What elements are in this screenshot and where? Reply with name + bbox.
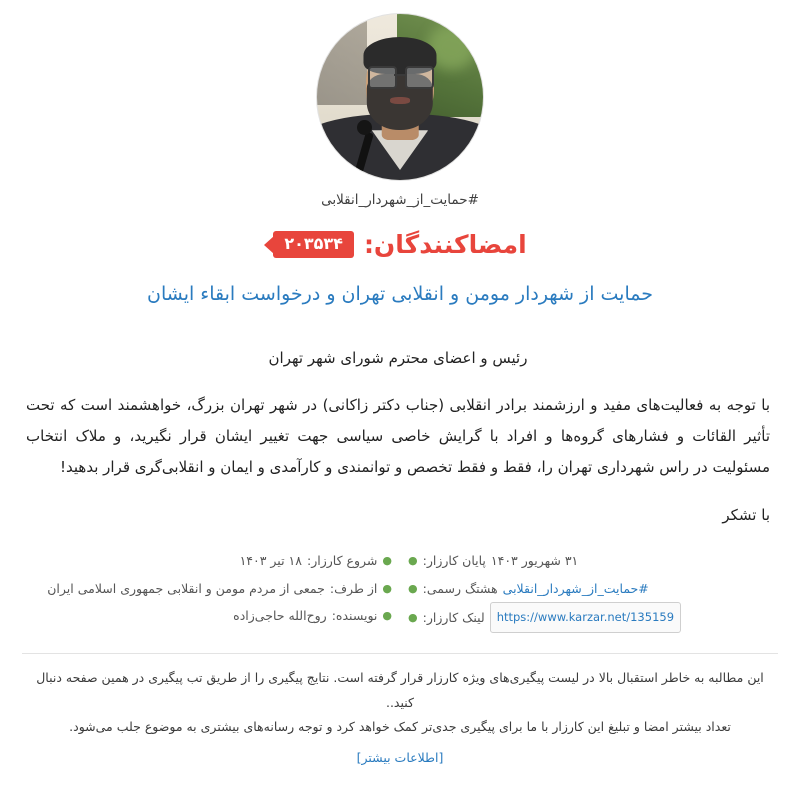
meta-link-label: لینک کارزار: bbox=[422, 610, 485, 626]
avatar-glasses-left bbox=[368, 66, 397, 88]
signatures-count-badge: ۲۰۳۵۳۴ bbox=[273, 231, 354, 258]
meta-start-date-value: ۱۸ تیر ۱۴۰۳ bbox=[239, 553, 302, 569]
avatar bbox=[317, 14, 483, 180]
meta-hashtag-label: هشتگ رسمی: bbox=[422, 580, 498, 596]
meta-start-date-label: شروع کارزار: bbox=[306, 553, 378, 569]
letter-addressee: رئیس و اعضای محترم شورای شهر تهران bbox=[268, 349, 528, 368]
bullet-icon: ● bbox=[382, 581, 392, 595]
meta-end-date-value: ۳۱ شهریور ۱۴۰۳ bbox=[490, 553, 579, 569]
campaign-meta bbox=[22, 547, 778, 633]
meta-column-right bbox=[22, 547, 392, 633]
campaign-link[interactable]: https://www.karzar.net/135159 bbox=[490, 602, 681, 633]
signatures-label: امضاکنندگان: bbox=[363, 230, 527, 259]
meta-hashtag-value[interactable]: #حمایت_از_شهردار_انقلابی bbox=[502, 580, 649, 596]
more-info-link[interactable]: [اطلاعات بیشتر] bbox=[356, 749, 444, 765]
avatar-glasses-right bbox=[405, 66, 434, 88]
letter-paragraph: با توجه به فعالیت‌های مفید و ارزشمند برادر انقلابی (جناب دکتر زاکانی) در شهر تهران بزرگ، خواهشمند است که تحت تأثیر القائات و فشارهای گروه‌ها و افراد با گرایش خاصی سیاسی جهت تغییر ایشان قرار نگیرید، و ملاک انتخاب مسئولیت در راس شهرداری تهران را، فقط و فقط تخصص و توانمندی و کارآمدی و ایمان و انقلابی‌گری قرار بدهید! bbox=[26, 396, 770, 476]
page-title: حمایت از شهردار مومن و انقلابی تهران و درخواست ابقاء ایشان bbox=[147, 283, 653, 305]
microphone-head-icon bbox=[357, 120, 372, 135]
letter-body bbox=[22, 343, 778, 531]
meta-author-value: روح‌الله حاجی‌زاده bbox=[233, 608, 327, 624]
meta-item-author bbox=[22, 602, 392, 630]
meta-column-left bbox=[408, 547, 778, 633]
bullet-icon: ● bbox=[382, 609, 392, 623]
meta-item-start-date bbox=[22, 547, 392, 575]
signatures-row bbox=[22, 230, 778, 259]
meta-end-date-label: پایان کارزار: bbox=[422, 553, 486, 569]
bullet-icon: ● bbox=[408, 581, 418, 595]
meta-item-hashtag bbox=[408, 575, 778, 603]
footer-note bbox=[22, 653, 778, 770]
footer-line-1: این مطالبه به خاطر استقبال بالا در لیست پیگیری‌های ویژه کارزار قرار گرفته است. نتایج پیگیری را از طریق تب پیگیری در همین صفحه دنبال کنید.. bbox=[36, 670, 764, 710]
footer-line-2: تعداد بیشتر امضا و تبلیغ این کارزار با ما برای پیگیری جدی‌تر کمک خواهد کرد و توجه رسانه‌های بیشتری به موضوع جلب می‌شود. bbox=[69, 719, 731, 735]
letter-thanks: با تشکر bbox=[722, 506, 770, 525]
avatar-mouth bbox=[390, 97, 410, 104]
bullet-icon: ● bbox=[408, 611, 418, 625]
avatar-glasses-bridge bbox=[394, 74, 406, 76]
meta-from-value: جمعی از مردم مومن و انقلابی جمهوری اسلامی ایران bbox=[47, 580, 325, 596]
meta-item-from bbox=[22, 575, 392, 603]
bullet-icon: ● bbox=[382, 554, 392, 568]
meta-author-label: نویسنده: bbox=[331, 608, 378, 624]
meta-item-end-date bbox=[408, 547, 778, 575]
campaign-hashtag[interactable]: #حمایت_از_شهردار_انقلابی bbox=[321, 192, 479, 208]
avatar-backdrop-dark bbox=[317, 14, 367, 105]
avatar-wrapper bbox=[22, 14, 778, 180]
meta-item-link bbox=[408, 602, 778, 633]
meta-from-label: از طرف: bbox=[329, 580, 378, 596]
bullet-icon: ● bbox=[408, 554, 418, 568]
